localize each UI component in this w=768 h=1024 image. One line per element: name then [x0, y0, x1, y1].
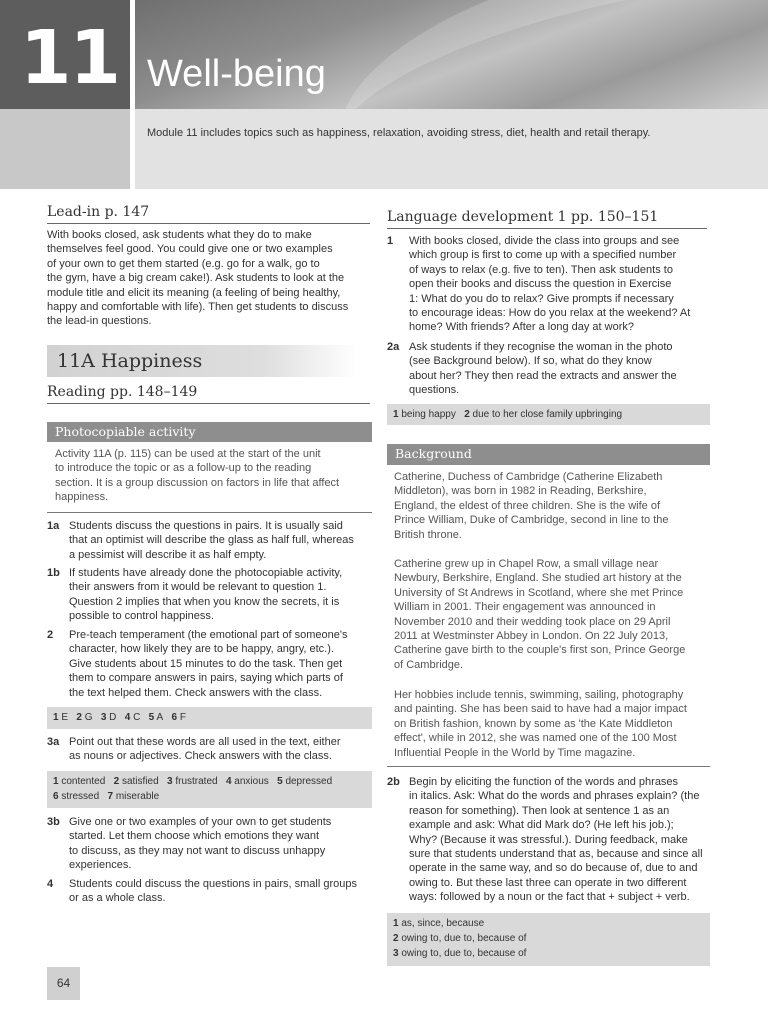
- photocopiable-line: Activity 11A (p. 115) can be used at the start of the unit: [55, 448, 321, 460]
- background-line: effect', while in 2012, she was named one of the 100 Most: [394, 732, 677, 745]
- answer-number: 1: [53, 712, 59, 723]
- exercise-item-1: [387, 234, 712, 336]
- leadin-line: of your own to get them started (e.g. go for a walk, go to: [47, 257, 320, 270]
- answer-number: 2: [464, 409, 470, 420]
- item-line: open their books and discuss the question in Exercise: [409, 278, 672, 291]
- answer-number: 1: [393, 409, 399, 420]
- exercise-item-1b: [47, 566, 372, 626]
- background-line: British throne.: [394, 528, 462, 541]
- banner-wave-decoration: [317, 0, 768, 109]
- unit-title: Well-being: [147, 53, 326, 95]
- answer-number: 6: [53, 791, 59, 802]
- background-line: Influential People in the World by Time magazine.: [394, 746, 636, 759]
- answer-number: 5: [277, 776, 283, 787]
- background-line: Middleton), was born in 1982 in Reading, Berkshire,: [394, 485, 647, 498]
- answer-box-3a: [47, 771, 372, 808]
- item-line: With books closed, divide the class into groups and see: [409, 235, 680, 247]
- answer-number: 3: [100, 712, 107, 723]
- item-number: 1a: [47, 520, 60, 532]
- answer-number: 3: [393, 948, 399, 959]
- photocopiable-rule: [47, 512, 372, 513]
- item-line: Give students about 15 minutes to do the task. Then get: [69, 657, 343, 670]
- item-line: Why? (Because it was stressful.). During feedback, make: [409, 833, 688, 846]
- answer-number: 3: [167, 776, 173, 787]
- exercise-item-2b: [387, 775, 712, 907]
- answer-text: C: [133, 712, 141, 723]
- item-text: [409, 340, 677, 398]
- answer-text: contented: [61, 776, 106, 787]
- page-number: 64: [47, 967, 80, 1000]
- background-line: Prince William, Duke of Cambridge, second in line to the: [394, 514, 669, 527]
- item-text: [69, 628, 347, 700]
- item-text: [69, 815, 331, 873]
- background-paragraph-1: [394, 470, 712, 542]
- answer-box-2b: [387, 913, 710, 966]
- item-text: [409, 234, 690, 335]
- item-line: about her? They then read the extracts and answer the: [409, 369, 677, 382]
- item-line: in italics. Ask: What do the words and phrases explain? (the: [409, 790, 700, 803]
- item-line: to discuss, as they may not want to discuss unhappy: [69, 844, 326, 857]
- answer-number: 1: [393, 918, 399, 929]
- item-line: Students discuss the questions in pairs. It is usually said: [69, 520, 343, 532]
- background-line: and painting. She has been said to have had a major impact: [394, 703, 687, 716]
- answer-text: owing to, due to, because of: [401, 933, 527, 944]
- leadin-line: the lead-in questions.: [47, 315, 152, 328]
- item-line: them to compare answers in pairs, saying which parts of: [69, 672, 343, 685]
- background-line: of Cambridge.: [394, 658, 464, 671]
- answer-text: E: [61, 712, 69, 723]
- answer-row: [393, 946, 704, 961]
- item-line: operate in the same way, and so do because of, due to and: [409, 862, 698, 875]
- answer-text: frustrated: [175, 776, 218, 787]
- answer-row: [393, 931, 704, 946]
- exercise-item-2: [47, 628, 372, 703]
- reading-heading: Reading pp. 148–149: [47, 384, 370, 404]
- exercise-item-4: [47, 877, 372, 907]
- answer-row: [53, 774, 366, 789]
- item-number: 2b: [387, 776, 400, 788]
- item-number: 1b: [47, 567, 60, 579]
- leadin-line: happy and comfortable with life). Then get students to discuss: [47, 301, 349, 314]
- item-line: character, how likely they are to be happy, angry, etc.).: [69, 643, 334, 656]
- exercise-item-2a: [387, 340, 712, 400]
- background-line: Catherine, Duchess of Cambridge (Catherine Elizabeth: [394, 471, 663, 483]
- answer-text: miserable: [115, 791, 160, 802]
- item-line: Give one or two examples of your own to get students: [69, 816, 332, 828]
- background-heading: Background: [387, 444, 710, 465]
- leadin-line: the gym, have a big cream cake!). Ask students to look at the: [47, 272, 345, 285]
- item-text: [69, 566, 342, 624]
- item-line: Pre-teach temperament (the emotional part of someone's: [69, 629, 348, 641]
- answer-number: 2: [113, 776, 120, 787]
- unit-number-lower-block: [0, 109, 130, 189]
- item-line: sure that students understand that as, because and since all: [409, 848, 703, 861]
- answer-number: 7: [107, 791, 114, 802]
- unit-intro-text: Module 11 includes topics such as happiness, relaxation, avoiding stress, diet, health and retail therapy.: [147, 127, 651, 139]
- item-line: which group is first to come up with a specified number: [409, 249, 677, 262]
- background-line: Catherine grew up in Chapel Row, a small village near: [394, 558, 659, 570]
- item-number: 3a: [47, 736, 60, 748]
- background-line: William in 2001. Their engagement was announced in: [394, 601, 656, 614]
- background-line: Her hobbies include tennis, swimming, sailing, photography: [394, 689, 684, 701]
- item-text: [409, 775, 703, 905]
- background-line: on British fashion, known by some as 'the Kate Middleton: [394, 717, 673, 730]
- answer-number: 2: [76, 712, 82, 723]
- item-line: experiences.: [69, 859, 132, 872]
- answer-text: A: [156, 712, 164, 723]
- unit-number: 11: [20, 15, 119, 101]
- photocopiable-line: to introduce the topic or as a follow-up to the reading: [55, 462, 312, 475]
- background-paragraph-2: [394, 557, 712, 672]
- photocopiable-line: section. It is a group discussion on factors in life that affect: [55, 476, 340, 489]
- unit-number-block: [0, 0, 130, 109]
- item-line: to encourage ideas: How do you relax at the weekend? At: [409, 307, 691, 320]
- item-line: their answers from it would be relevant to question 1.: [69, 581, 327, 594]
- item-line: of ways to relax (e.g. five to ten). Then ask students to: [409, 263, 673, 276]
- item-line: the text helped them. Check answers with the class.: [69, 686, 323, 699]
- item-number: 3b: [47, 816, 60, 828]
- photocopiable-line: happiness.: [55, 491, 109, 504]
- answer-text: due to her close family upbringing: [472, 409, 623, 420]
- item-line: a pessimist will describe it as half empty.: [69, 548, 267, 561]
- answer-number: 4: [124, 712, 131, 723]
- item-line: example and ask: What did Mark do? (He left his job.);: [409, 819, 674, 832]
- section-title: 11A Happiness: [57, 350, 203, 372]
- answer-text: depressed: [285, 776, 333, 787]
- item-line: Begin by eliciting the function of the words and phrases: [409, 776, 679, 788]
- background-paragraph-3: [394, 688, 712, 760]
- photocopiable-heading: Photocopiable activity: [47, 422, 372, 442]
- answer-row: [393, 916, 704, 931]
- answer-text: as, since, because: [401, 918, 485, 929]
- exercise-item-3b: [47, 815, 372, 875]
- langdev-heading: Language development 1 pp. 150–151: [387, 209, 707, 229]
- item-line: home? With friends? After a long day at work?: [409, 321, 635, 334]
- unit-title-banner: [135, 0, 768, 109]
- item-line: owing to. But these last three can operate in two different: [409, 876, 687, 889]
- answer-text: owing to, due to, because of: [401, 948, 527, 959]
- exercise-item-1a: [47, 519, 372, 564]
- answer-text: F: [179, 712, 186, 723]
- background-line: Newbury, Berkshire, England. She studied art history at the: [394, 572, 682, 585]
- exercise-item-3a: [47, 735, 372, 765]
- answer-box-2: [47, 707, 372, 729]
- item-line: (see Background below). If so, what do they know: [409, 355, 652, 368]
- item-text: [69, 735, 341, 764]
- item-number: 4: [47, 878, 54, 890]
- item-number: 1: [387, 235, 394, 247]
- answer-number: 2: [393, 933, 399, 944]
- leadin-line: themselves feel good. You could give one or two examples: [47, 243, 333, 256]
- section-title-banner: [47, 345, 357, 377]
- item-line: Students could discuss the questions in pairs, small groups: [69, 878, 357, 890]
- answer-text: D: [109, 712, 117, 723]
- leadin-paragraph: [47, 228, 372, 329]
- item-number: 2a: [387, 341, 400, 353]
- item-line: If students have already done the photocopiable activity,: [69, 567, 343, 579]
- background-line: 2011 at Westminster Abbey in London. On 22 July 2013,: [394, 630, 669, 643]
- answer-row: [53, 789, 366, 804]
- item-line: 1: What do you do to relax? Give prompts if necessary: [409, 292, 674, 305]
- item-text: [69, 519, 354, 562]
- item-number: 2: [47, 629, 54, 641]
- item-line: that an optimist will describe the glass as half full, whereas: [69, 534, 354, 547]
- answer-number: 4: [225, 776, 232, 787]
- item-line: reason for something). Then look at sentence 1 as an: [409, 804, 670, 817]
- answer-text: being happy: [401, 409, 456, 420]
- background-line: Catherine gave birth to the couple's first son, Prince George: [394, 644, 686, 657]
- unit-intro-panel: [135, 109, 768, 189]
- answer-number: 5: [148, 712, 155, 723]
- item-line: or as a whole class.: [69, 892, 166, 905]
- item-line: as nouns or adjectives. Check answers with the class.: [69, 750, 332, 763]
- answer-box-2a: [387, 404, 710, 425]
- item-line: Point out that these words are all used in the text, either: [69, 736, 341, 748]
- item-text: [69, 877, 357, 906]
- background-line: University of St Andrews in Scotland, where she met Prince: [394, 586, 684, 599]
- photocopiable-text: [55, 447, 373, 505]
- answer-text: G: [84, 712, 93, 723]
- item-line: possible to control happiness.: [69, 610, 214, 623]
- item-line: ways: followed by a noun or the fact that + subject + verb.: [409, 891, 690, 904]
- leadin-line: module title and elicit its meaning (a feeling of being healthy,: [47, 286, 341, 299]
- answer-text: satisfied: [121, 776, 159, 787]
- item-line: Ask students if they recognise the woman in the photo: [409, 341, 673, 353]
- leadin-line: With books closed, ask students what they do to make: [47, 229, 312, 241]
- background-rule: [387, 766, 710, 767]
- answer-number: 1: [53, 776, 59, 787]
- item-line: started. Let them choose which emotions they want: [69, 830, 320, 843]
- answer-number: 6: [171, 712, 178, 723]
- item-line: Question 2 implies that when you know the secrets, it is: [69, 595, 340, 608]
- answer-text: anxious: [234, 776, 269, 787]
- item-line: questions.: [409, 384, 460, 397]
- background-line: England, the eldest of three children. She is the wife of: [394, 499, 660, 512]
- background-line: November 2010 and their wedding took place on 29 April: [394, 615, 671, 628]
- answer-text: stressed: [61, 791, 100, 802]
- leadin-heading: Lead-in p. 147: [47, 204, 370, 224]
